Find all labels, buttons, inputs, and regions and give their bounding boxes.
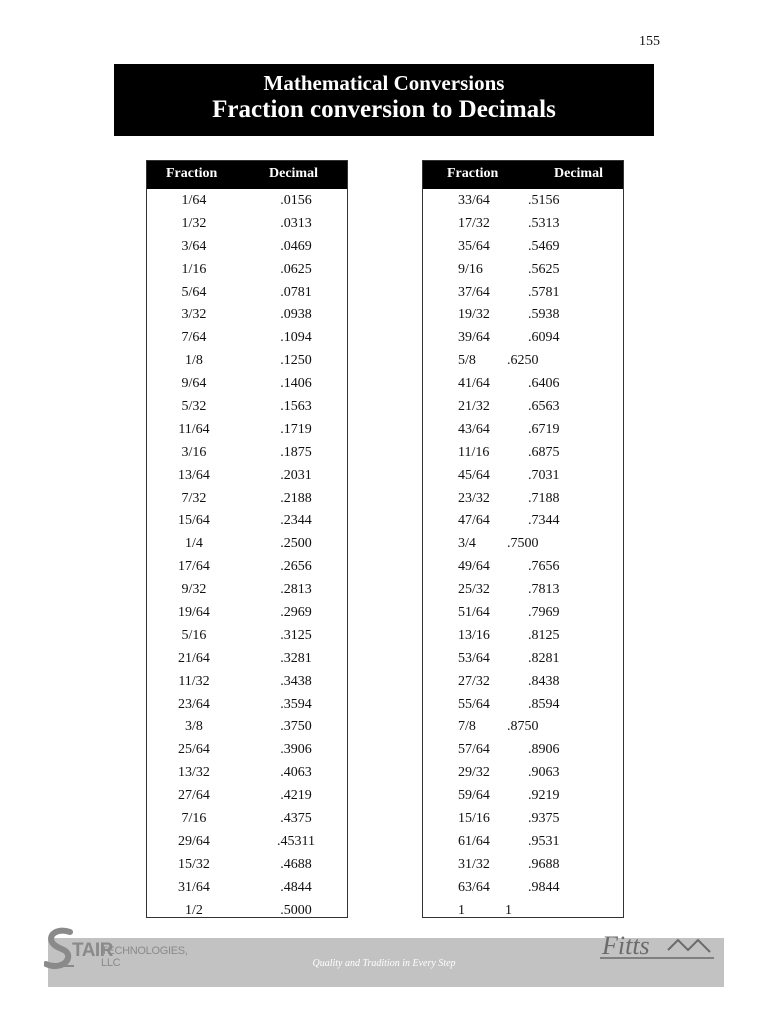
table-row [423, 352, 623, 375]
fraction-cell: 3/8 [185, 719, 203, 735]
fraction-cell: 7/32 [181, 490, 207, 506]
table-row [147, 879, 347, 902]
table-row [147, 581, 347, 604]
svg-text:Fitts: Fitts [602, 931, 650, 960]
brand-name: TAIR [72, 940, 113, 961]
decimal-cell: .1563 [280, 399, 312, 415]
fraction-cell: 3/64 [181, 238, 207, 254]
decimal-cell: .3125 [280, 627, 312, 643]
fraction-cell: 29/32 [458, 765, 490, 781]
fraction-cell: 3/32 [181, 307, 207, 323]
decimal-cell: .3438 [280, 673, 312, 689]
table-row [423, 398, 623, 421]
decimal-cell: .8594 [528, 696, 560, 712]
decimal-cell: .7188 [528, 490, 560, 506]
table-row [147, 627, 347, 650]
table-body [147, 189, 347, 925]
decimal-cell: .4219 [280, 788, 312, 804]
decimal-cell: .9375 [528, 811, 560, 827]
fraction-cell: 21/64 [178, 650, 210, 666]
table-header [423, 161, 623, 189]
table-row [423, 627, 623, 650]
decimal-cell: .7813 [528, 582, 560, 598]
fraction-cell: 5/16 [181, 627, 207, 643]
decimal-cell: .2813 [280, 582, 312, 598]
decimal-cell: .8125 [528, 627, 560, 643]
fraction-cell: 1/16 [181, 261, 207, 277]
fraction-cell: 49/64 [458, 559, 490, 575]
fraction-cell: 23/32 [458, 490, 490, 506]
fraction-cell: 17/32 [458, 215, 490, 231]
table-row [147, 764, 347, 787]
fraction-cell: 13/32 [178, 765, 210, 781]
fraction-cell: 3/4 [458, 536, 476, 552]
table-row [423, 810, 623, 833]
table-row [423, 421, 623, 444]
fraction-cell: 9/16 [458, 261, 483, 277]
decimal-cell: .6719 [528, 421, 560, 437]
table-row [147, 352, 347, 375]
decimal-cell: .6875 [528, 444, 560, 460]
fraction-cell: 13/16 [458, 627, 490, 643]
conversion-table-left [146, 160, 348, 918]
fraction-cell: 31/64 [178, 879, 210, 895]
table-row [423, 375, 623, 398]
table-row [423, 718, 623, 741]
table-row [423, 192, 623, 215]
decimal-cell: .8906 [528, 742, 560, 758]
column-header-decimal: Decimal [269, 166, 318, 181]
fraction-cell: 51/64 [458, 605, 490, 621]
decimal-cell: .0469 [280, 238, 312, 254]
page-number: 155 [639, 34, 660, 49]
fraction-cell: 1 [458, 902, 465, 918]
decimal-cell: .0938 [280, 307, 312, 323]
decimal-cell: .1250 [280, 353, 312, 369]
fraction-cell: 11/32 [178, 673, 210, 689]
table-row [423, 787, 623, 810]
table-row [147, 741, 347, 764]
table-row [423, 512, 623, 535]
brand-suffix: TECHNOLOGIES, LLC [101, 945, 188, 969]
fraction-cell: 1/2 [185, 902, 203, 918]
decimal-cell: .5156 [528, 193, 560, 208]
fraction-cell: 17/64 [178, 559, 210, 575]
decimal-cell: .5313 [528, 215, 560, 231]
fraction-cell: 35/64 [458, 238, 490, 254]
fraction-cell: 7/64 [181, 330, 207, 346]
fraction-cell: 29/64 [178, 833, 210, 849]
decimal-cell: .9531 [528, 833, 560, 849]
fraction-cell: 63/64 [458, 879, 490, 895]
table-row [147, 375, 347, 398]
decimal-cell: .1094 [280, 330, 312, 346]
table-row [147, 512, 347, 535]
decimal-cell: .2031 [280, 467, 312, 483]
table-row [147, 604, 347, 627]
table-row [423, 558, 623, 581]
table-row [423, 764, 623, 787]
table-row [423, 535, 623, 558]
decimal-cell: .2969 [280, 605, 312, 621]
title-banner [114, 64, 654, 136]
table-row [423, 306, 623, 329]
decimal-cell: .4688 [280, 856, 312, 872]
decimal-cell: .2188 [280, 490, 312, 506]
fraction-cell: 53/64 [458, 650, 490, 666]
fraction-cell: 27/64 [178, 788, 210, 804]
table-row [147, 490, 347, 513]
table-row [423, 673, 623, 696]
fraction-cell: 15/16 [458, 811, 490, 827]
decimal-cell: .5781 [528, 284, 560, 300]
table-row [147, 650, 347, 673]
page-subtitle: Fraction conversion to Decimals [212, 96, 556, 123]
fraction-cell: 1/32 [181, 215, 207, 231]
decimal-cell: .0781 [280, 284, 312, 300]
table-row [423, 741, 623, 764]
table-row [423, 215, 623, 238]
table-row [423, 238, 623, 261]
decimal-cell: .7031 [528, 467, 560, 483]
table-row [423, 833, 623, 856]
fraction-cell: 57/64 [458, 742, 490, 758]
decimal-cell: .6406 [528, 376, 560, 392]
table-row [147, 810, 347, 833]
decimal-cell: .6094 [528, 330, 560, 346]
fraction-cell: 1/64 [181, 193, 207, 208]
table-row [147, 306, 347, 329]
table-row [147, 467, 347, 490]
fraction-cell: 25/32 [458, 582, 490, 598]
table-row [147, 833, 347, 856]
table-row [423, 329, 623, 352]
fraction-cell: 59/64 [458, 788, 490, 804]
decimal-cell: .4844 [280, 879, 312, 895]
decimal-cell: .4063 [280, 765, 312, 781]
decimal-cell: .1719 [280, 421, 312, 437]
fraction-cell: 37/64 [458, 284, 490, 300]
decimal-cell: .1875 [280, 444, 312, 460]
decimal-cell: .3594 [280, 696, 312, 712]
decimal-cell: .6563 [528, 399, 560, 415]
fraction-cell: 27/32 [458, 673, 490, 689]
table-row [147, 238, 347, 261]
decimal-cell: .3906 [280, 742, 312, 758]
table-row [147, 535, 347, 558]
decimal-cell: .1406 [280, 376, 312, 392]
fraction-cell: 45/64 [458, 467, 490, 483]
decimal-cell: .2656 [280, 559, 312, 575]
table-row [147, 558, 347, 581]
decimal-cell: .9219 [528, 788, 560, 804]
table-row [423, 490, 623, 513]
fraction-cell: 21/32 [458, 399, 490, 415]
table-header [147, 161, 347, 189]
decimal-cell: 1 [505, 902, 512, 918]
fraction-cell: 39/64 [458, 330, 490, 346]
decimal-cell: .2344 [280, 513, 312, 529]
fraction-cell: 43/64 [458, 421, 490, 437]
decimal-cell: .9063 [528, 765, 560, 781]
fraction-cell: 5/8 [458, 353, 476, 369]
fraction-cell: 33/64 [458, 193, 490, 208]
fraction-cell: 41/64 [458, 376, 490, 392]
fraction-cell: 15/64 [178, 513, 210, 529]
decimal-cell: .8438 [528, 673, 560, 689]
table-row [423, 856, 623, 879]
table-row [147, 856, 347, 879]
decimal-cell: .5469 [528, 238, 560, 254]
table-row [147, 398, 347, 421]
table-row [423, 604, 623, 627]
decimal-cell: .9688 [528, 856, 560, 872]
decimal-cell: .7344 [528, 513, 560, 529]
fraction-cell: 19/32 [458, 307, 490, 323]
fraction-cell: 61/64 [458, 833, 490, 849]
decimal-cell: .7656 [528, 559, 560, 575]
table-row [147, 421, 347, 444]
fraction-cell: 23/64 [178, 696, 210, 712]
table-row [423, 581, 623, 604]
decimal-cell: .2500 [280, 536, 312, 552]
fraction-cell: 3/16 [181, 444, 207, 460]
table-row [423, 650, 623, 673]
fraction-cell: 47/64 [458, 513, 490, 529]
fraction-cell: 15/32 [178, 856, 210, 872]
decimal-cell: .5625 [528, 261, 560, 277]
decimal-cell: .5000 [280, 902, 312, 918]
fraction-cell: 1/8 [185, 353, 203, 369]
fraction-cell: 9/32 [181, 582, 207, 598]
footer-tagline: Quality and Tradition in Every Step [312, 958, 456, 969]
table-row [147, 444, 347, 467]
conversion-table-right [422, 160, 624, 918]
fraction-cell: 55/64 [458, 696, 490, 712]
fraction-cell: 7/8 [458, 719, 476, 735]
decimal-cell: .7500 [507, 536, 539, 552]
decimal-cell: .6250 [507, 353, 539, 369]
decimal-cell: .3750 [280, 719, 312, 735]
decimal-cell: .45311 [277, 833, 315, 849]
table-row [423, 444, 623, 467]
table-row [147, 696, 347, 719]
table-row [147, 192, 347, 215]
decimal-cell: .8750 [507, 719, 539, 735]
decimal-cell: .9844 [528, 879, 560, 895]
decimal-cell: .0313 [280, 215, 312, 231]
column-header-fraction: Fraction [166, 166, 218, 181]
table-row [423, 696, 623, 719]
fraction-cell: 11/64 [178, 421, 210, 437]
table-row [147, 215, 347, 238]
page-title: Mathematical Conversions [263, 71, 505, 95]
table-row [423, 261, 623, 284]
table-row [147, 329, 347, 352]
decimal-cell: .7969 [528, 605, 560, 621]
fraction-cell: 25/64 [178, 742, 210, 758]
table-row [423, 879, 623, 902]
fraction-cell: 7/16 [181, 811, 207, 827]
column-header-decimal: Decimal [554, 166, 603, 181]
fraction-cell: 11/16 [458, 444, 490, 460]
decimal-cell: .0625 [280, 261, 312, 277]
table-row [147, 261, 347, 284]
fraction-cell: 5/64 [181, 284, 207, 300]
decimal-cell: .5938 [528, 307, 560, 323]
table-row [147, 284, 347, 307]
fraction-cell: 1/4 [185, 536, 203, 552]
column-header-fraction: Fraction [447, 166, 499, 181]
fitts-logo-icon [598, 930, 718, 964]
table-row [147, 673, 347, 696]
fraction-cell: 13/64 [178, 467, 210, 483]
fraction-cell: 9/64 [181, 376, 207, 392]
table-row [423, 467, 623, 490]
decimal-cell: .0156 [280, 193, 312, 208]
table-body [423, 189, 623, 925]
fraction-cell: 31/32 [458, 856, 490, 872]
table-row [147, 787, 347, 810]
fraction-cell: 5/32 [181, 399, 207, 415]
table-row [423, 284, 623, 307]
decimal-cell: .8281 [528, 650, 560, 666]
decimal-cell: .3281 [280, 650, 312, 666]
table-row [147, 718, 347, 741]
decimal-cell: .4375 [280, 811, 312, 827]
fraction-cell: 19/64 [178, 605, 210, 621]
